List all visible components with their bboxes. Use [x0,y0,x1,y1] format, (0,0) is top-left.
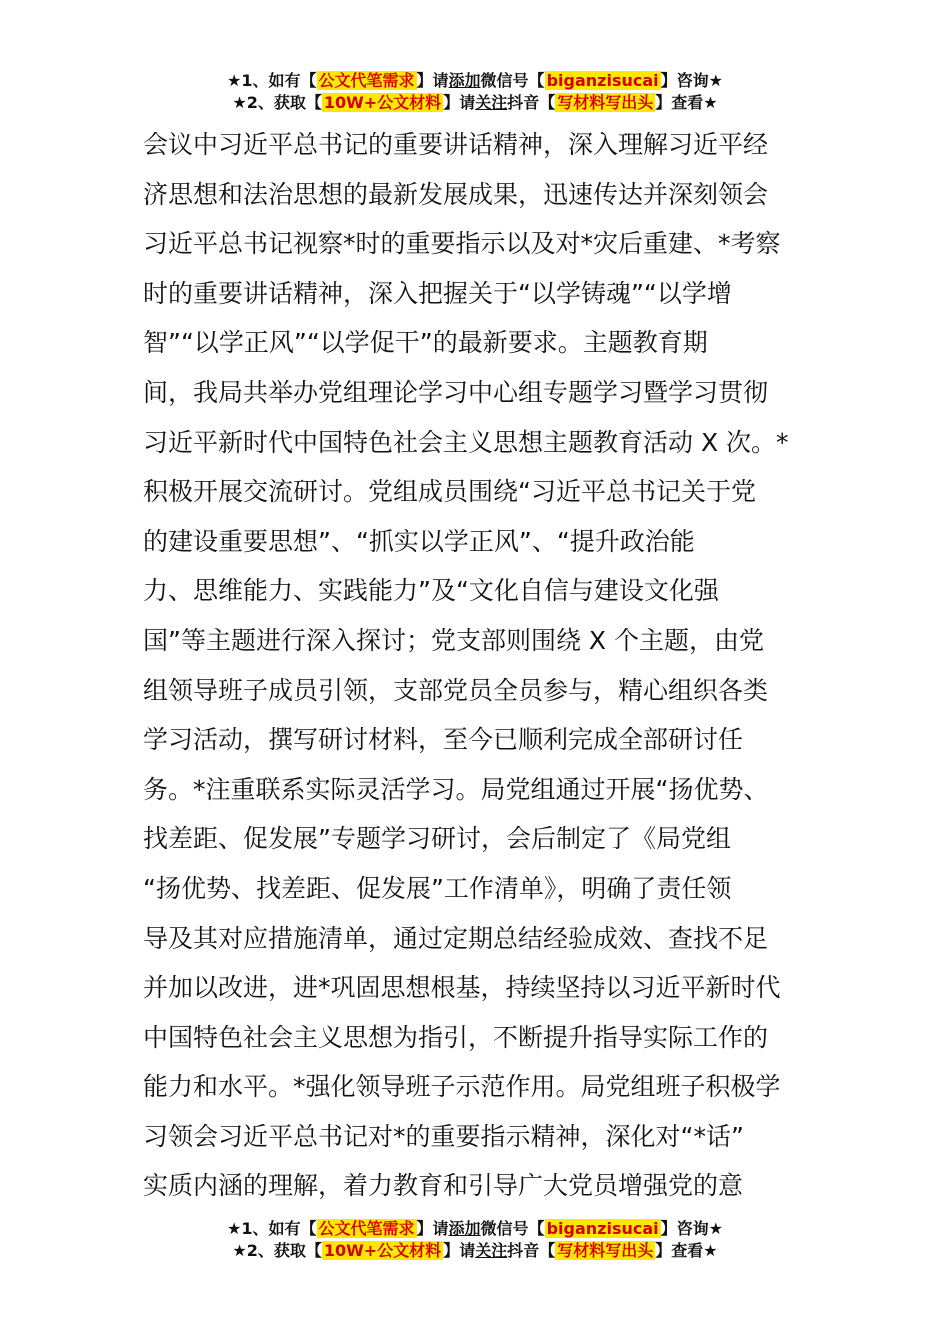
banner-line-1 [0,1218,950,1240]
banner-underlined-text: 关注 [475,1241,508,1260]
banner-text: ★1、如有【 [227,1219,317,1238]
banner-highlight-materials: 10W+公文材料 [323,1241,442,1260]
body-line: 的建设重要思想”、“抓实以学正风”、“提升政治能 [143,526,695,556]
body-line: 时的重要讲话精神，深入把握关于“以学铸魂”“以学增 [143,278,732,308]
body-line: 力、思维能力、实践能力”及“文化自信与建设文化强 [143,576,719,606]
banner-highlight-douyin: 写材料写出头 [557,1241,654,1260]
body-line: 并加以改进，进*巩固思想根基，持续坚持以习近平新时代 [143,973,781,1003]
banner-highlight-materials: 10W+公文材料 [323,93,442,112]
body-line: 积极开展交流研讨。党组成员围绕“习近平总书记关于党 [143,477,756,507]
banner-text: 】请 [443,93,476,112]
banner-text: 】咨询★ [660,1219,723,1238]
banner-text: ★2、获取【 [232,93,322,112]
banner-text: 】咨询★ [660,71,723,90]
banner-line-2 [0,1240,950,1262]
body-line: 习近平新时代中国特色社会主义思想主题教育活动 X 次。* [143,427,789,457]
body-line: 智”“以学正风”“以学促干”的最新要求。主题教育期 [143,328,708,358]
banner-underlined-text: 添加 [448,71,481,90]
banner-text: 】查看★ [655,1241,718,1260]
banner-text: 】请 [443,1241,476,1260]
banner-highlight-service: 公文代笔需求 [318,1219,415,1238]
body-line: 能力和水平。*强化领导班子示范作用。局党组班子积极学 [143,1072,781,1102]
body-line: 习近平总书记视察*时的重要指示以及对*灾后重建、*考察 [143,229,781,259]
banner-underlined-text: 关注 [475,93,508,112]
banner-highlight-wechat-id: biganzisucai [546,71,659,90]
banner-text: ★1、如有【 [227,71,317,90]
body-line: 济思想和法治思想的最新发展成果，迅速传达并深刻领会 [143,179,769,209]
banner-text: 】请 [416,71,449,90]
body-line: 会议中习近平总书记的重要讲话精神，深入理解习近平经 [143,130,769,159]
body-line: 导及其对应措施清单，通过定期总结经验成效、查找不足 [143,923,769,953]
body-line: 务。*注重联系实际灵活学习。局党组通过开展“扬优势、 [143,774,769,804]
body-line: 实质内涵的理解，着力教育和引导广大党员增强党的意 [143,1171,744,1201]
footer-banner [0,1218,950,1262]
header-banner [0,70,950,114]
banner-line-2 [0,92,950,114]
banner-text: ★2、获取【 [232,1241,322,1260]
body-line: 学习活动，撰写研讨材料，至今已顺利完成全部研讨任 [143,725,744,755]
body-line: 间，我局共举办党组理论学习中心组专题学习暨学习贯彻 [143,377,769,407]
banner-text: 微信号【 [480,71,545,90]
body-line: “扬优势、找差距、促发展”工作清单》，明确了责任领 [143,873,732,903]
body-line: 组领导班子成员引领，支部党员全员参与，精心组织各类 [143,675,769,705]
banner-text: 抖音【 [507,93,556,112]
banner-line-1 [0,70,950,92]
body-line: 中国特色社会主义思想为指引，不断提升指导实际工作的 [143,1022,769,1052]
banner-text: 微信号【 [480,1219,545,1238]
banner-underlined-text: 添加 [448,1219,481,1238]
body-line: 国”等主题进行深入探讨；党支部则围绕 X 个主题，由党 [143,625,764,655]
body-line: 习领会习近平总书记对*的重要指示精神，深化对“*话” [143,1121,744,1151]
banner-text: 】查看★ [655,93,718,112]
banner-text: 】请 [416,1219,449,1238]
banner-highlight-wechat-id: biganzisucai [546,1219,659,1238]
banner-text: 抖音【 [507,1241,556,1260]
banner-highlight-douyin: 写材料写出头 [557,93,654,112]
banner-highlight-service: 公文代笔需求 [318,71,415,90]
body-line: 找差距、促发展”专题学习研讨，会后制定了《局党组 [143,824,731,854]
document-body [143,120,813,1211]
